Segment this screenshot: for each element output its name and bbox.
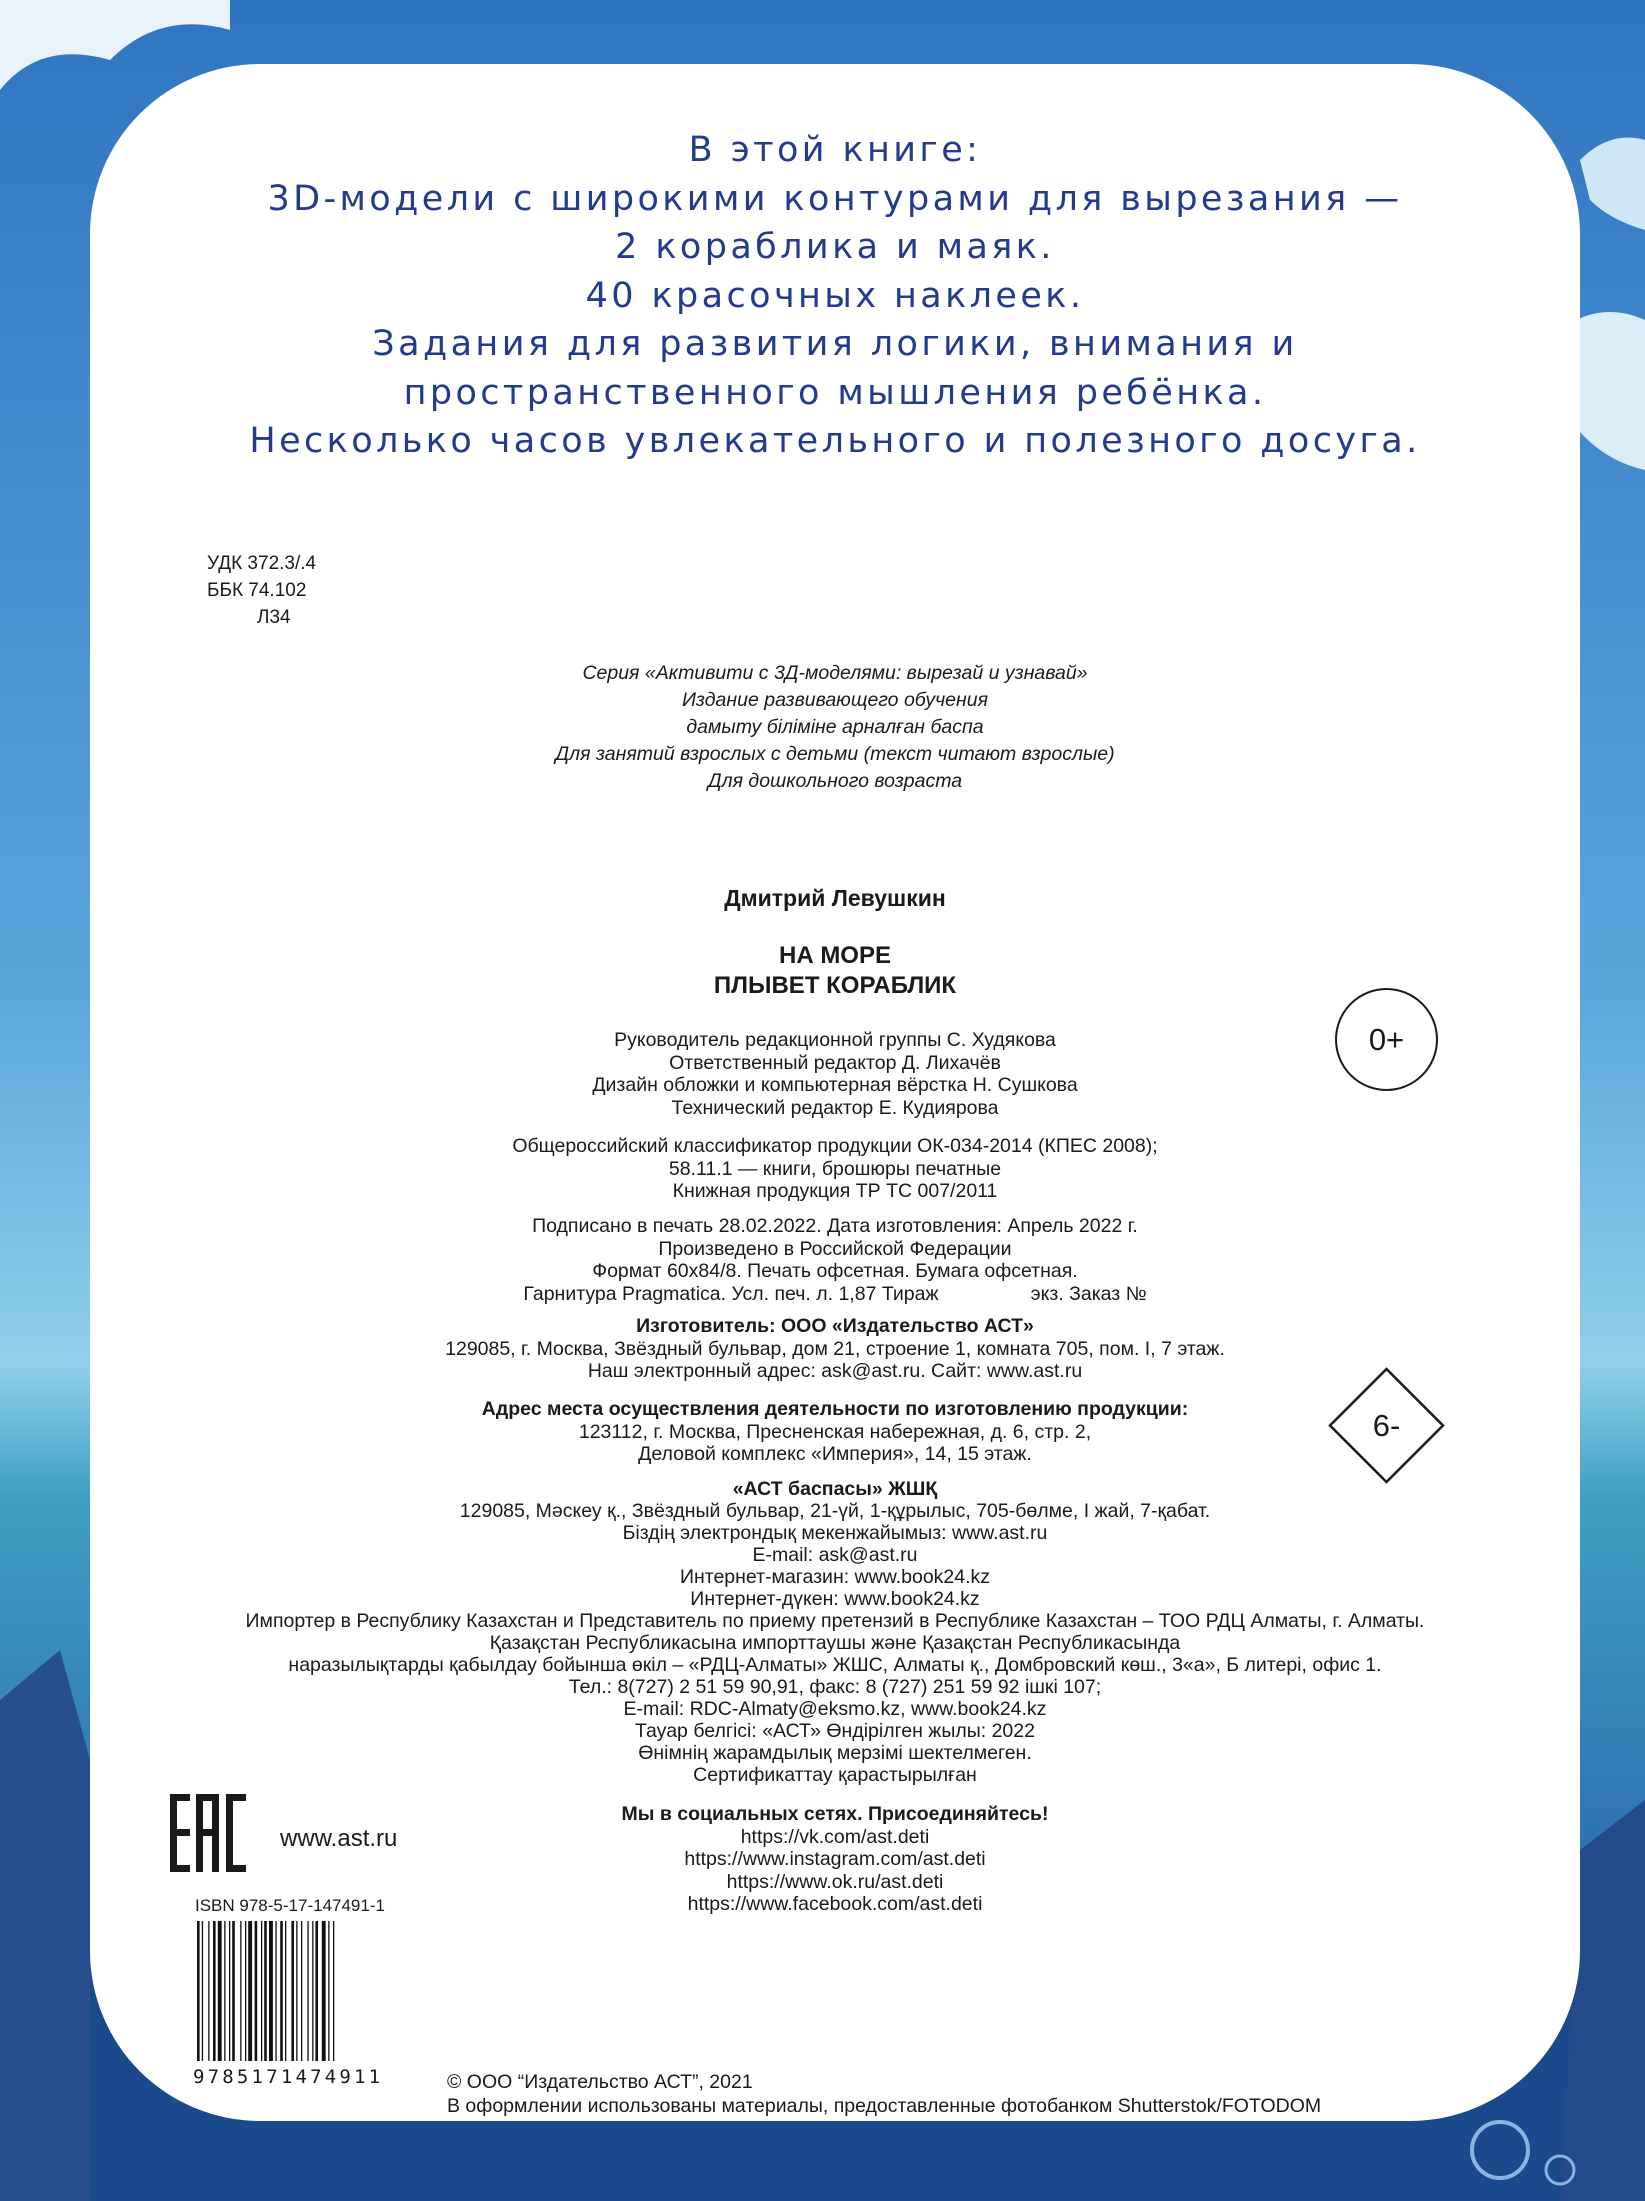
eac-mark-icon [170,1794,246,1872]
classification-codes [207,550,316,631]
series-line: Серия «Активити с 3Д-моделями: вырезай и узнавай» [582,662,1088,684]
headline-line: пространственного мышления ребёнка. [403,372,1267,413]
staff-line: Ответственный редактор Д. Лихачёв [669,1051,1001,1074]
kz-line: Интернет-дүкен: www.book24.kz [690,1588,980,1610]
print-line: Произведено в Российской Федерации [658,1237,1012,1260]
staff-line: Дизайн обложки и компьютерная вёрстка Н. Сушкова [592,1074,1078,1096]
address-heading: Адрес места осуществления деятельности по изготовлению продукции: [481,1398,1189,1420]
barcode-digits: 9785171474911 [193,2066,384,2088]
address-line: Деловой комплекс «Империя», 14, 15 этаж. [638,1443,1032,1465]
print-info [90,1215,1580,1305]
social-link-instagram[interactable]: https://www.instagram.com/ast.deti [684,1848,986,1870]
rocks-left [0,1650,90,2201]
kz-line: наразылықтарды қабылдау бойынша өкіл – «РДЦ-Алматы» ЖШС, Алматы қ., Домбровский көш., 3«а», Б литері, офис 1. [288,1654,1382,1676]
headline-line: 2 кораблика и маяк. [615,227,1055,267]
headline-line: 3D-модели с широкими контурами для вырезания — [267,178,1403,219]
kz-line: E-mail: RDC-Almaty@eksmo.kz, www.book24.kz [623,1698,1047,1720]
kz-line: Қазақстан Республикасына импорттаушы және Қазақстан Республикасында [489,1632,1181,1654]
kz-line: Импортер в Республику Казахстан и Представитель по приему претензий в Республике Казахстан – ТОО РДЦ Алматы, г. Алматы. [245,1610,1425,1632]
website-link[interactable]: www.ast.ru [280,1825,398,1852]
title-line: НА МОРЕ [778,942,891,969]
copyright: © ООО “Издательство АСТ”, 2021 [447,2071,753,2093]
age-rating-diamond-text: 6- [1372,1407,1401,1443]
author-mark: Л34 [257,607,291,628]
manufacturer-line: Наш электронный адрес: ask@ast.ru. Сайт: www.ast.ru [587,1360,1083,1382]
age-rating-circle [1335,988,1438,1091]
kz-line: Тел.: 8(727) 2 51 59 90,91, факс: 8 (727) 251 59 92 ішкі 107; [568,1676,1102,1698]
book-title [90,941,1580,1001]
kazakhstan-info [90,1478,1580,1786]
social-link-vk[interactable]: https://vk.com/ast.deti [740,1825,930,1848]
kz-heading: «АСТ баспасы» ЖШҚ [732,1478,938,1500]
kz-line: E-mail: ask@ast.ru [752,1544,918,1566]
bbk-code: ББК 74.102 [207,580,307,601]
headline-line: Задания для развития логики, внимания и [372,324,1298,364]
headline [90,126,1580,466]
print-line: Гарнитура Pragmatica. Усл. печ. л. 1,87 Тираж экз. Заказ № [523,1282,1147,1305]
isbn-number: ISBN 978-5-17-147491-1 [195,1896,385,1915]
social-heading: Мы в социальных сетях. Присоединяйтесь! [621,1803,1049,1825]
info-card [90,64,1580,2121]
social-link-ok[interactable]: https://www.ok.ru/ast.deti [726,1870,944,1893]
udk-code: УДК 372.3/.4 [207,553,317,574]
social-link-facebook[interactable]: https://www.facebook.com/ast.deti [687,1893,983,1915]
author-text: Дмитрий Левушкин [724,885,946,911]
manufacturer-line: 129085, г. Москва, Звёздный бульвар, дом 21, строение 1, комната 705, пом. I, 7 этаж. [445,1337,1225,1360]
author-name [90,882,1580,914]
headline-line: 40 красочных наклеек. [585,275,1085,316]
product-classification [90,1135,1580,1203]
print-line: Формат 60х84/8. Печать офсетная. Бумага офсетная. [592,1260,1078,1282]
print-line: Подписано в печать 28.02.2022. Дата изготовления: Апрель 2022 г. [532,1215,1138,1237]
series-line: Для занятий взрослых с детьми (текст читают взрослые) [555,743,1115,765]
classification-line: 58.11.1 — книги, брошюры печатные [668,1157,1002,1180]
series-line: Для дошкольного возраста [707,770,963,792]
classification-line: Общероссийский классификатор продукции ОК-034-2014 (КПЕС 2008); [512,1135,1158,1157]
staff-line: Технический редактор Е. Кудиярова [671,1096,999,1119]
barcode [195,1921,415,2066]
staff-line: Руководитель редакционной группы С. Худякова [614,1029,1056,1051]
address-line: 123112, г. Москва, Пресненская набережная, д. 6, стр. 2, [578,1420,1092,1443]
series-line: Издание развивающего обучения [681,689,989,711]
kz-line: Интернет-магазин: www.book24.kz [679,1566,991,1588]
series-info [90,660,1580,795]
kz-line: Сертификаттау қарастырылған [693,1764,977,1786]
age-rating-circle-text: 0+ [1368,1021,1405,1057]
headline-line: Несколько часов увлекательного и полезного досуга. [249,421,1421,461]
kz-line: 129085, Мәскеу қ., Звёздный бульвар, 21-үй, 1-құрылыс, 705-бөлме, I жай, 7-қабат. [459,1500,1211,1522]
headline-line: В этой книге: [688,130,982,170]
manufacturer-heading: Изготовитель: ООО «Издательство АСТ» [636,1315,1034,1337]
title-line: ПЛЫВЕТ КОРАБЛИК [713,972,957,999]
copyright-block [447,2070,1321,2118]
kz-line: Тауар белгісі: «АСТ» Өндірілген жылы: 2022 [635,1720,1035,1742]
age-rating-diamond [1328,1367,1445,1484]
kz-line: Өнімнің жарамдылық мерзімі шектелмеген. [638,1742,1032,1764]
photo-credit: В оформлении использованы материалы, предоставленные фотобанком Shutterstok/FOTODOM [447,2095,1322,2117]
kz-line: Біздің электрондық мекенжайымыз: www.ast.ru [622,1522,1048,1544]
series-line: дамыту біліміне арналған баспа [686,716,984,738]
classification-line: Книжная продукция ТР ТС 007/2011 [672,1180,998,1202]
